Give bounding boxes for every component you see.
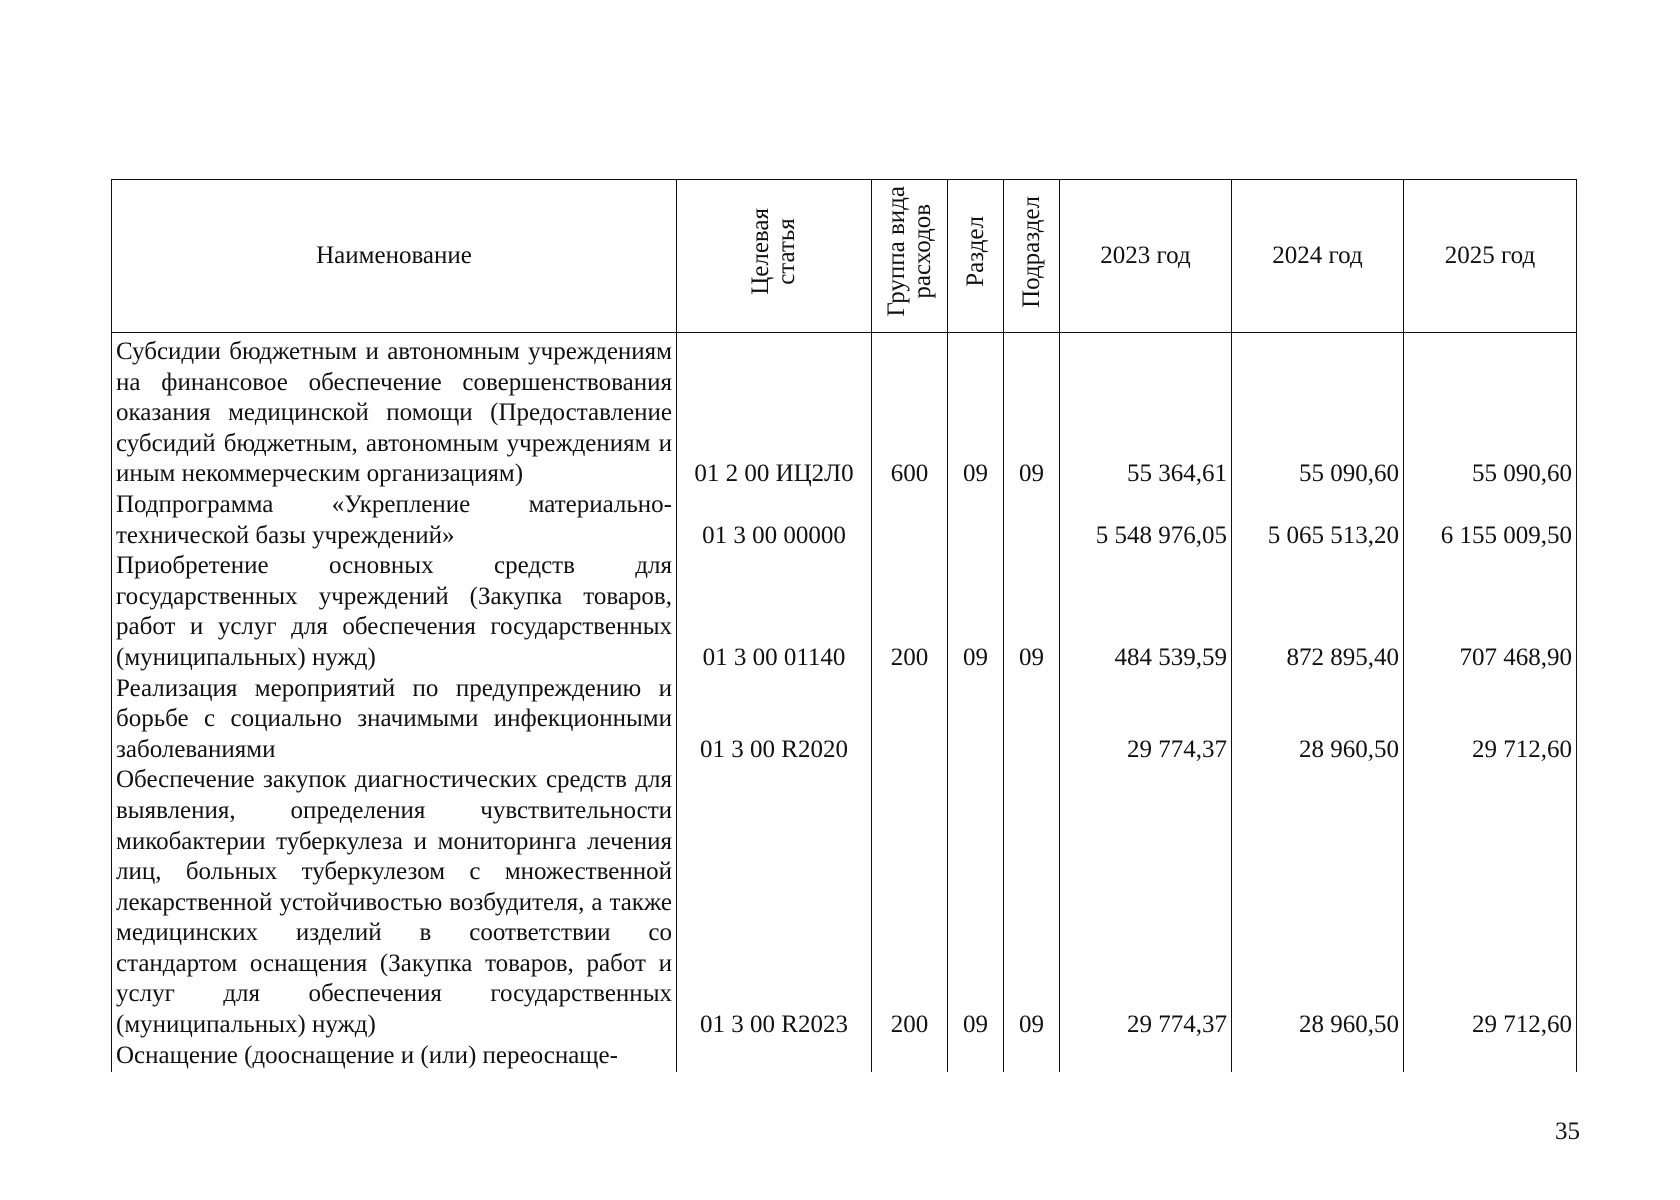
- row-section: 09: [948, 551, 1004, 673]
- row-target-article: 01 3 00 01140: [677, 551, 872, 673]
- row-subsection: 09: [1004, 765, 1060, 1040]
- row-section: [948, 674, 1004, 766]
- row-value-2025: 6 155 009,50: [1404, 490, 1577, 551]
- row-section: 09: [948, 333, 1004, 490]
- row-subsection: [1004, 674, 1060, 766]
- row-expense-group: [872, 1041, 948, 1072]
- header-expense-group: Группа вида расходов: [872, 180, 948, 333]
- row-value-2025: 55 090,60: [1404, 333, 1577, 490]
- row-value-2023: [1060, 1041, 1232, 1072]
- header-year-2025: 2025 год: [1404, 180, 1577, 333]
- row-target-article: 01 3 00 R2023: [677, 765, 872, 1040]
- row-value-2024: 5 065 513,20: [1232, 490, 1404, 551]
- row-target-article: [677, 1041, 872, 1072]
- row-value-2025: 707 468,90: [1404, 551, 1577, 673]
- header-section: Раздел: [948, 180, 1004, 333]
- row-value-2023: 484 539,59: [1060, 551, 1232, 673]
- row-subsection: [1004, 1041, 1060, 1072]
- row-section: [948, 490, 1004, 551]
- row-subsection: [1004, 490, 1060, 551]
- row-value-2024: 872 895,40: [1232, 551, 1404, 673]
- header-subsection: Подраздел: [1004, 180, 1060, 333]
- row-value-2024: 28 960,50: [1232, 674, 1404, 766]
- row-value-2025: 29 712,60: [1404, 674, 1577, 766]
- row-expense-group: [872, 674, 948, 766]
- table-header: [112, 180, 1577, 333]
- row-expense-group: 200: [872, 765, 948, 1040]
- table-body: [112, 333, 1577, 1072]
- header-year-2024: 2024 год: [1232, 180, 1404, 333]
- row-value-2025: 29 712,60: [1404, 765, 1577, 1040]
- row-value-2023: 29 774,37: [1060, 674, 1232, 766]
- header-target-article: Целевая статья: [677, 180, 872, 333]
- row-subsection: 09: [1004, 333, 1060, 490]
- row-expense-group: [872, 490, 948, 551]
- row-name: Субсидии бюджетным и автономным учреждениям на финансовое обеспечение совершенствования оказания медицинской помощи (Предоставление субсидий бюджетным, автономным учреждениям и иным некоммерческим организациям): [112, 333, 677, 490]
- row-value-2023: 5 548 976,05: [1060, 490, 1232, 551]
- row-value-2023: 29 774,37: [1060, 765, 1232, 1040]
- page-number: 35: [1555, 1118, 1580, 1145]
- header-year-2023: 2023 год: [1060, 180, 1232, 333]
- table-row: [112, 551, 1577, 673]
- row-subsection: 09: [1004, 551, 1060, 673]
- row-section: [948, 1041, 1004, 1072]
- row-expense-group: 200: [872, 551, 948, 673]
- header-name: Наименование: [112, 180, 677, 333]
- table-row: [112, 333, 1577, 490]
- row-section: 09: [948, 765, 1004, 1040]
- row-name: Оснащение (дооснащение и (или) переоснаще-: [112, 1041, 677, 1072]
- row-target-article: 01 3 00 R2020: [677, 674, 872, 766]
- row-name: Подпрограмма «Укрепление материально-технической базы учреждений»: [112, 490, 677, 551]
- row-value-2024: 55 090,60: [1232, 333, 1404, 490]
- table-row: [112, 674, 1577, 766]
- row-value-2024: [1232, 1041, 1404, 1072]
- row-target-article: 01 2 00 ИЦ2Л0: [677, 333, 872, 490]
- row-value-2023: 55 364,61: [1060, 333, 1232, 490]
- row-name: Обеспечение закупок диагностических средств для выявления, определения чувствительности микобактерии туберкулеза и мониторинга лечения лиц, больных туберкулезом с множественной лекарственной устойчивостью возбудителя, а также медицинских изделий в соответствии со стандартом оснащения (Закупка товаров, работ и услуг для обеспечения государственных (муниципальных) нужд): [112, 765, 677, 1040]
- row-name: Реализация мероприятий по предупреждению и борьбе с социально значимыми инфекционными заболеваниями: [112, 674, 677, 766]
- row-expense-group: 600: [872, 333, 948, 490]
- row-name: Приобретение основных средств для государственных учреждений (Закупка товаров, работ и услуг для обеспечения государственных (муниципальных) нужд): [112, 551, 677, 673]
- budget-table: [111, 179, 1577, 1072]
- table-row: [112, 490, 1577, 551]
- row-value-2024: 28 960,50: [1232, 765, 1404, 1040]
- row-target-article: 01 3 00 00000: [677, 490, 872, 551]
- table-row: [112, 765, 1577, 1040]
- table-row: [112, 1041, 1577, 1072]
- row-value-2025: [1404, 1041, 1577, 1072]
